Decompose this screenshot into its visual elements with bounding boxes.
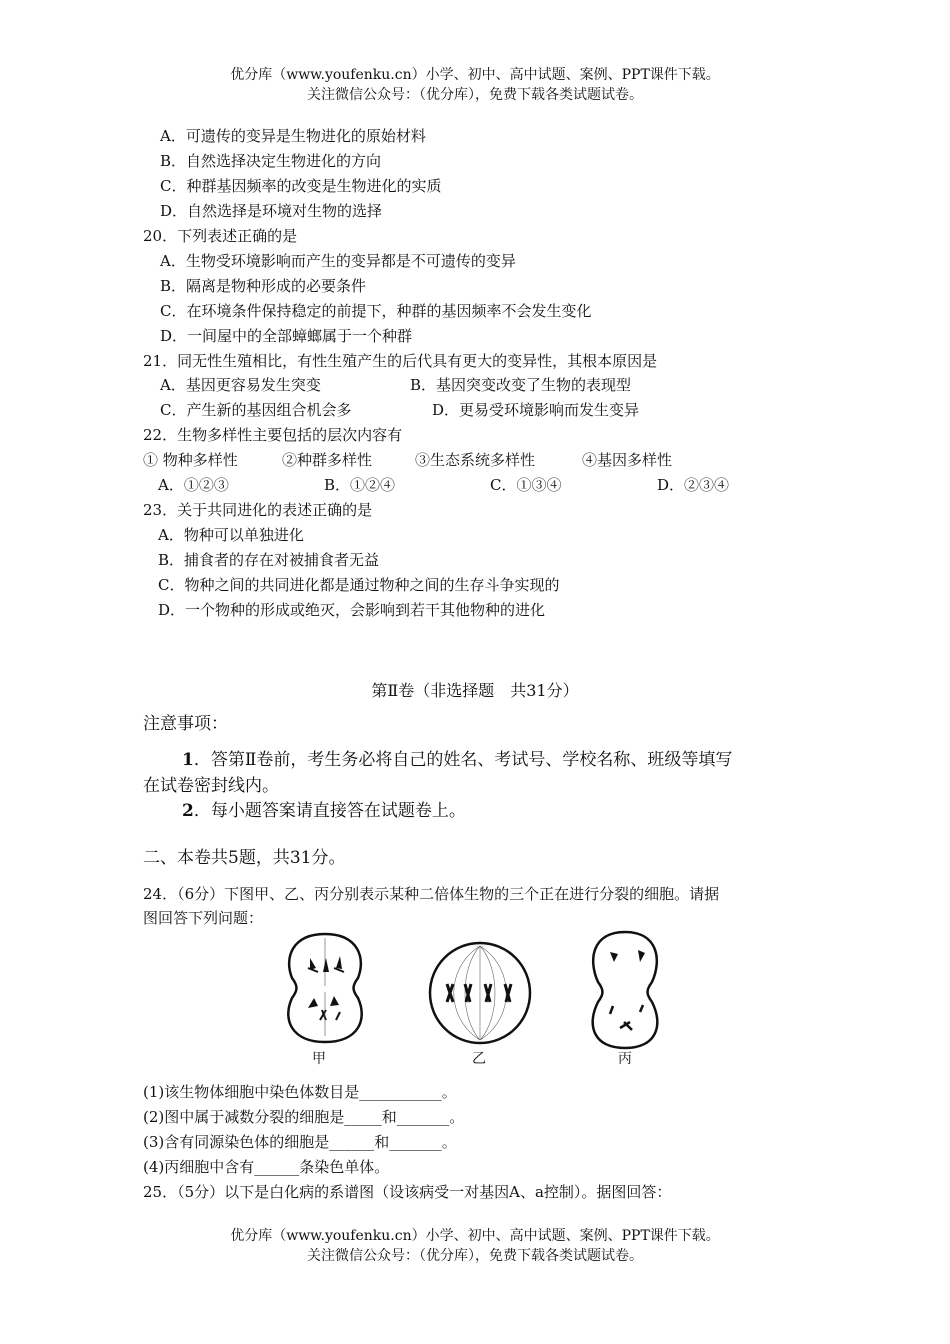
q22-item-3: ③生态系统多样性 (415, 451, 536, 469)
q21-option-b: B．基因突变改变了生物的表现型 (410, 376, 632, 394)
q23-stem: 23．关于共同进化的表述正确的是 (143, 501, 373, 519)
cell-bing-diagram (580, 928, 670, 1053)
q20-option-c: C．在环境条件保持稳定的前提下，种群的基因频率不会发生变化 (160, 302, 592, 320)
header-line-2: 关注微信公众号：（优分库），免费下载各类试题试卷。 (307, 87, 643, 103)
q20-option-d: D．一间屋中的全部蟑螂属于一个种群 (160, 327, 413, 345)
q22-item-2: ②种群多样性 (282, 451, 373, 469)
footer-line-2: 关注微信公众号：（优分库），免费下载各类试题试卷。 (307, 1248, 643, 1264)
q22-item-1: ① 物种多样性 (143, 451, 238, 469)
notice-item-2-number: 2 (182, 801, 194, 821)
q21-stem: 21．同无性生殖相比，有性生殖产生的后代具有更大的变异性，其根本原因是 (143, 352, 658, 370)
notice-item-2-text: ．每小题答案请直接答在试题卷上。 (193, 801, 466, 821)
label-bing: 丙 (618, 1051, 632, 1067)
q20-stem: 20．下列表述正确的是 (143, 227, 298, 245)
q22-option-c: C．①③④ (490, 476, 562, 494)
q23-option-d: D．一个物种的形成或绝灭，会影响到若干其他物种的进化 (158, 601, 546, 619)
notice-item-1-number: 1 (182, 750, 194, 770)
notice-heading: 注意事项： (143, 714, 228, 734)
q20-option-b: B．隔离是物种形成的必要条件 (160, 277, 367, 295)
q22-stem: 22．生物多样性主要包括的层次内容有 (143, 426, 403, 444)
q19-option-c: C．种群基因频率的改变是生物进化的实质 (160, 177, 442, 195)
q24-sub-4: (4)丙细胞中含有______条染色单体。 (143, 1158, 390, 1176)
q22-item-4: ④基因多样性 (582, 451, 673, 469)
q20-option-a: A．生物受环境影响而产生的变异都是不可遗传的变异 (160, 252, 516, 270)
notice-item-1-cont: 在试卷密封线内。 (143, 776, 279, 796)
q22-option-b: B．①②④ (324, 476, 396, 494)
notice-item-1-text: ．答第Ⅱ卷前，考生务必将自己的姓名、考试号、学校名称、班级等填写 (193, 750, 733, 770)
q23-option-a: A．物种可以单独进化 (158, 526, 304, 544)
footer-line-1: 优分库（www.youfenku.cn）小学、初中、高中试题、案例、PPT课件下载。 (230, 1228, 720, 1244)
q23-option-b: B．捕食者的存在对被捕食者无益 (158, 551, 380, 569)
q24-sub-1: (1)该生物体细胞中染色体数目是___________。 (143, 1083, 457, 1101)
q24-sub-3: (3)含有同源染色体的细胞是______和_______。 (143, 1133, 457, 1151)
q24-stem-line2: 图回答下列问题： (143, 909, 264, 927)
notice-item-2 (182, 799, 466, 823)
part2-title: 第Ⅱ卷（非选择题 共31分） (371, 681, 579, 700)
q23-option-c: C．物种之间的共同进化都是通过物种之间的生存斗争实现的 (158, 576, 560, 594)
q21-option-d: D．更易受环境影响而发生变异 (432, 401, 640, 419)
q19-option-d: D．自然选择是环境对生物的选择 (160, 202, 383, 220)
q24-sub-2: (2)图中属于减数分裂的细胞是_____和_______。 (143, 1108, 465, 1126)
q21-option-a: A．基因更容易发生突变 (160, 376, 321, 394)
notice-item-1 (182, 748, 732, 772)
q19-option-a: A．可遗传的变异是生物进化的原始材料 (160, 127, 426, 145)
q25-stem: 25．（5分）以下是白化病的系谱图（设该病受一对基因A、a控制）。据图回答： (143, 1183, 672, 1201)
cell-jia-diagram (270, 928, 380, 1048)
label-jia: 甲 (312, 1051, 326, 1067)
q22-option-a: A．①②③ (158, 476, 229, 494)
q22-option-d: D．②③④ (657, 476, 730, 494)
header-line-1: 优分库（www.youfenku.cn）小学、初中、高中试题、案例、PPT课件下载。 (230, 67, 720, 83)
section-heading: 二、本卷共5题，共31分。 (143, 848, 346, 868)
cell-yi-diagram (425, 938, 535, 1048)
q24-stem-line1: 24．（6分）下图甲、乙、丙分别表示某种二倍体生物的三个正在进行分裂的细胞。请据 (143, 885, 720, 903)
q21-option-c: C．产生新的基因组合机会多 (160, 401, 352, 419)
q19-option-b: B．自然选择决定生物进化的方向 (160, 152, 382, 170)
label-yi: 乙 (472, 1051, 486, 1067)
